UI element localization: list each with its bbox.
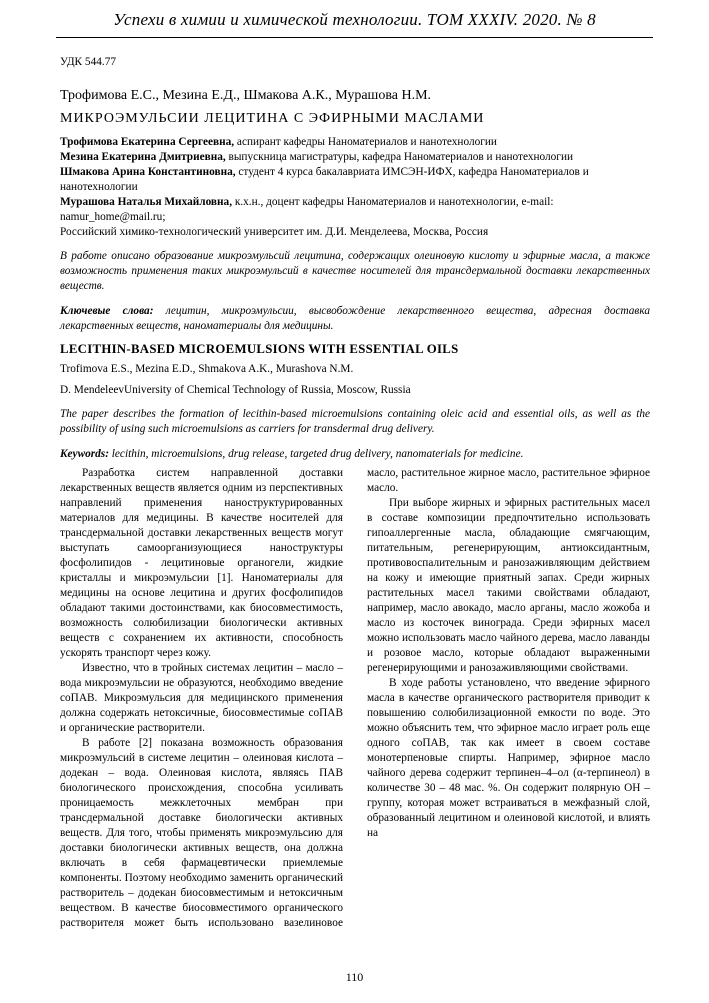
front-matter xyxy=(60,55,650,462)
affiliation-2 xyxy=(60,150,650,165)
affiliation-4 xyxy=(60,195,650,225)
affiliation-desc: аспирант кафедры Наноматериалов и нанотехнологии xyxy=(234,136,497,148)
university-ru: Российский химико-технологический университет им. Д.И. Менделеева, Москва, Россия xyxy=(60,226,489,238)
body-paragraph: Известно, что в тройных системах лецитин – масло – вода микроэмульсии не образуются, необходимо введение соПАВ. Микроэмульсия для медицинского применения должна содержать нетоксичные, биосовместимые соПАВ и органические растворители. xyxy=(60,662,343,734)
journal-header: Успехи в химии и химической технологии. ТОМ XXXIV. 2020. № 8 xyxy=(113,10,596,29)
keywords-text: лецитин, микроэмульсии, высвобождение лекарственного вещества, адресная доставка лекарственных веществ, наноматериалы для медицины. xyxy=(60,305,650,332)
affiliation-name: Шмакова Арина Константиновна, xyxy=(60,166,236,178)
body-paragraph: В ходе работы установлено, что введение эфирного масла в качестве органического растворителя приводит к повышению солюбилизационной емкости по воде. Это можно объяснить тем, что эфирное масло играет роль еще одного соПАВ, так как имеет в своем составе монотерпеновые спирты. Например, эфирное масло чайного дерева содержит терпинен–4–ол (α-терпинеол) в количестве 30 – 48 мас. %. Он содержит полярную ОН – группу, которая может встраиваться в межфазный слой, образованный лецитином и олеиновой кислотой, и влиять на xyxy=(367,677,650,839)
body-paragraph: Разработка систем направленной доставки лекарственных веществ является одним из перспективных направлений применения наноструктурированных материалов для медицины. В качестве носителей для трансдермальной доставки лекарственных веществ могут выступать самоорганизующиеся наноструктуры фосфолипидов - лецитиновые органогели, жидкие кристаллы и микроэмульсии [1]. Наноматериалы для медицины на основе лецитина и других фосфолипидов обладают такими достоинствами, как биосовместимость, возможность солюбилизации биологически активных веществ с сохранением их активности, способность ускорять транспорт через кожу. xyxy=(60,467,343,659)
udc-code: УДК 544.77 xyxy=(60,56,116,68)
affiliation-1 xyxy=(60,135,650,150)
abstract-en: The paper describes the formation of lecithin-based microemulsions containing oleic acid and essential oils, as well as the possibility of using such microemulsions as carriers for transdermal drug delivery. xyxy=(60,408,650,435)
university-en: D. MendeleevUniversity of Chemical Technology of Russia, Moscow, Russia xyxy=(60,384,411,396)
affiliation-name: Мурашова Наталья Михайловна, xyxy=(60,196,233,208)
body-paragraph: При выборе жирных и эфирных растительных масел в составе композиции предпочтительно использовать гипоаллергенные масла, обладающие смягчающим, питательным, регенерирующим, антиоксидантным, противовоспалительным и ранозаживляющим действием на кожу и имеющие приятный запах. Среди жирных растительных масел такими свойствами обладают, например, масло авокадо, масло арганы, масло жожоба и масло из косточек винограда. Среди эфирных масел можно использовать масло чайного дерева, масло лаванды и розовое масло, которые обладают выраженными регенерирующими и ранозаживляющими свойствами. xyxy=(367,497,650,674)
keywords-ru xyxy=(60,304,650,334)
affiliation-desc: выпускница магистратуры, кафедра Наноматериалов и нанотехнологии xyxy=(225,151,574,163)
body-paragraph: В работе [2] показана возможность образования микроэмульсий в системе лецитин – олеиновая кислота – додекан – вода. Олеиновая кислота, являясь ПАВ биологического происхождения, способна усиливать проницаемость межклеточных мембран при трансдермальной доставке биологически активных веществ. Для того, чтобы применять микроэмульсию для доставки биологически активных веществ, она должна включать в себя фармацевтически приемлемые компоненты. Поэтому необходимо заменить органический растворитель – додекан биосовместимым и нетоксичным веществом. В качестве биосовместимого органического растворителя может быть использовано вазелиновое масло, растительное жирное масло, растительное эфирное масло. xyxy=(60,467,650,929)
affiliation-name: Трофимова Екатерина Сергеевна, xyxy=(60,136,235,148)
affiliation-name: Мезина Екатерина Дмитриевна, xyxy=(60,151,226,163)
header-rule xyxy=(56,37,653,38)
keywords-label: Keywords: xyxy=(60,448,109,460)
keywords-text: lecithin, microemulsions, drug release, targeted drug delivery, nanomaterials for medicine. xyxy=(108,448,524,460)
authors-en: Trofimova E.S., Mezina E.D., Shmakova A.K., Murashova N.M. xyxy=(60,363,354,375)
affiliation-3 xyxy=(60,165,650,195)
abstract-ru: В работе описано образование микроэмульсий лецитина, содержащих олеиновую кислоту и эфирные масла, а также возможность применения таких микроэмульсий в качестве носителей для трансдермальной доставки лекарственных веществ. xyxy=(60,250,650,292)
affiliation-desc: к.х.н., доцент кафедры Наноматериалов и нанотехнологии, e-mail: namur_home@mail.ru; xyxy=(60,196,554,223)
keywords-label: Ключевые слова: xyxy=(60,305,154,317)
affiliation-desc: студент 4 курса бакалавриата ИМСЭН-ИФХ, кафедра Наноматериалов и нанотехнологии xyxy=(60,166,589,193)
body-text xyxy=(60,466,650,934)
title-en: LECITHIN-BASED MICROEMULSIONS WITH ESSENTIAL OILS xyxy=(60,342,459,356)
title-ru: МИКРОЭМУЛЬСИИ ЛЕЦИТИНА С ЭФИРНЫМИ МАСЛАМИ xyxy=(60,111,485,126)
keywords-en xyxy=(60,447,650,462)
authors-ru: Трофимова Е.С., Мезина Е.Д., Шмакова А.К., Мурашова Н.М. xyxy=(60,88,432,103)
page-number: 110 xyxy=(345,970,364,984)
